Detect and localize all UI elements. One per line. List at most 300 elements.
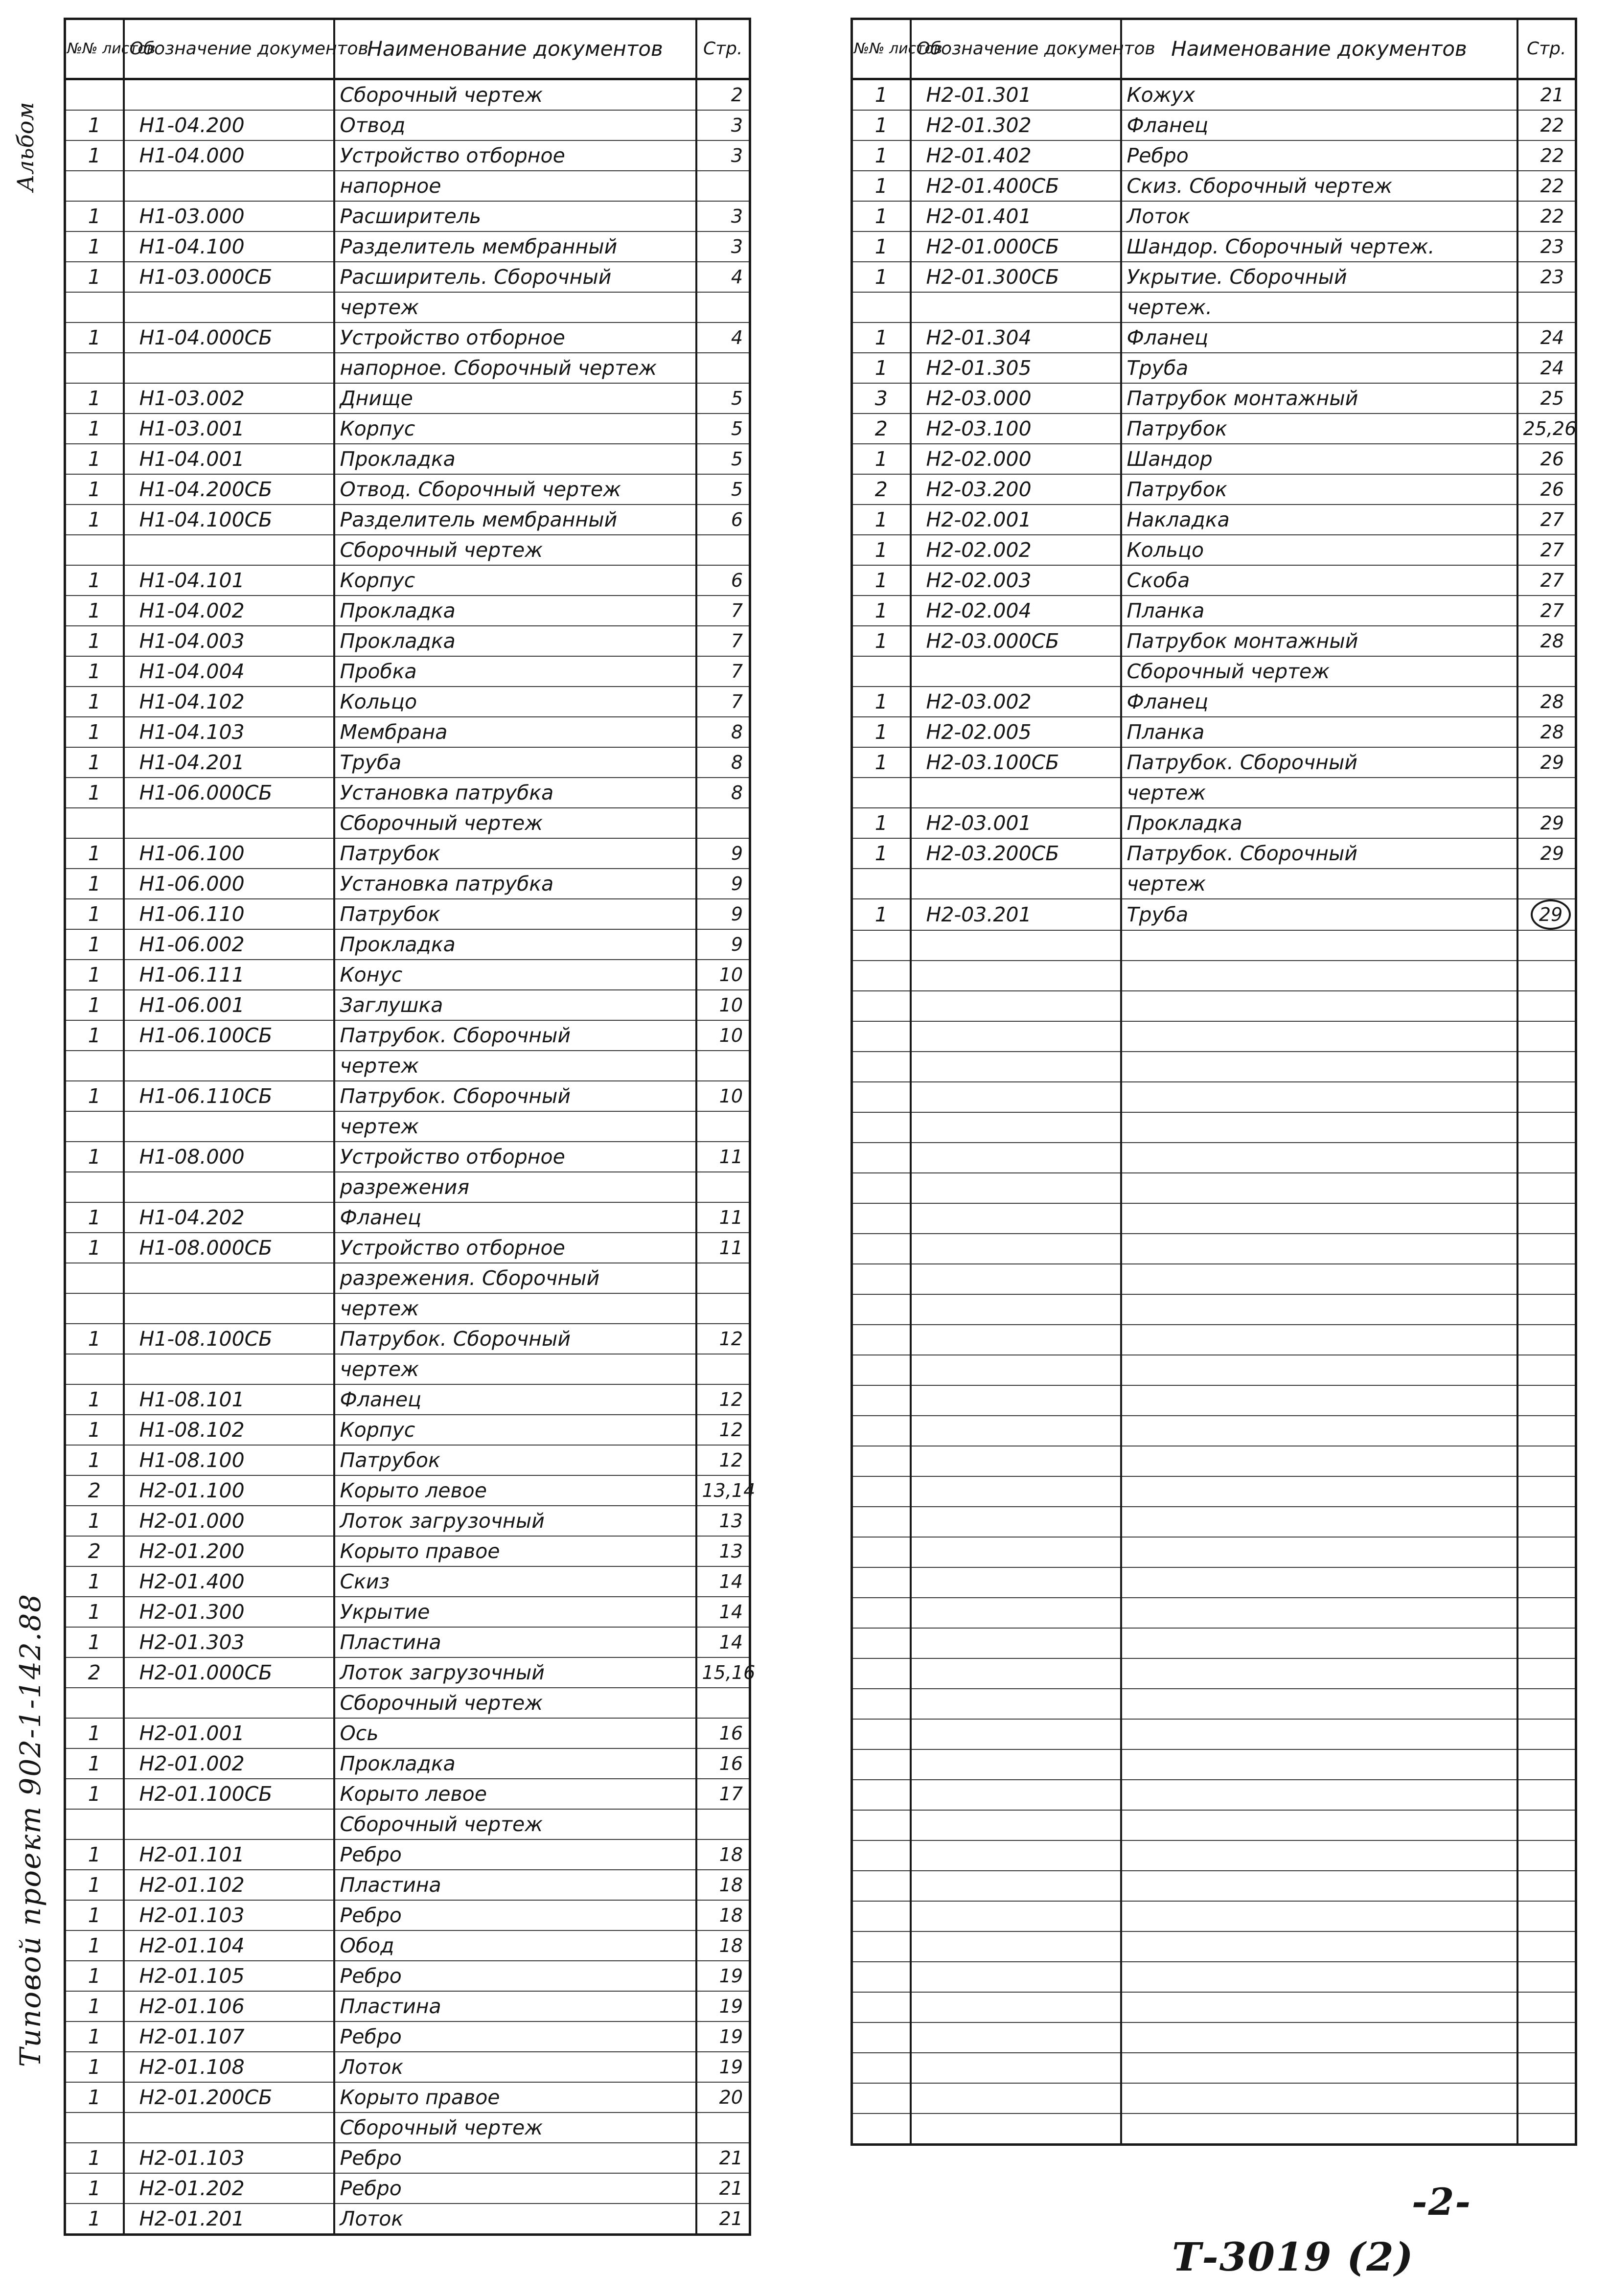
page-cell: 9 [696,929,750,960]
code-cell [911,1476,1121,1507]
sheets-cell: 1 [65,322,124,353]
code-cell [911,1143,1121,1173]
code-cell: Н2-01.100 [124,1475,334,1506]
name-cell: Труба [1121,899,1517,930]
sheets-cell [852,656,911,687]
sheets-cell: 1 [65,1142,124,1172]
page-cell: 28 [1517,626,1576,656]
name-cell: Планка [1121,717,1517,747]
sheets-cell [852,1567,911,1598]
page-cell [1517,1689,1576,1719]
code-cell: Н1-04.100 [124,231,334,262]
code-cell [911,1780,1121,1810]
code-cell [911,1416,1121,1446]
name-cell [1121,961,1517,991]
sheets-cell: 1 [852,110,911,140]
name-cell: Ребро [334,2021,696,2052]
name-cell: Прокладка [334,596,696,626]
sheets-cell [65,171,124,201]
page-cell [1517,1355,1576,1385]
code-cell: Н1-06.000СБ [124,778,334,808]
empty-row [852,1931,1576,1962]
page-cell [1517,1021,1576,1052]
table-row [65,2021,750,2052]
page-cell [1517,1234,1576,1264]
name-cell [1121,1294,1517,1325]
empty-row [852,1325,1576,1355]
code-cell [124,1111,334,1142]
name-cell: Патрубок монтажный [1121,626,1517,656]
name-cell [1121,1446,1517,1476]
table-row [65,687,750,717]
code-cell [911,1962,1121,1992]
name-cell: Прокладка [334,444,696,474]
page-cell: 22 [1517,110,1576,140]
sheets-cell [852,1749,911,1780]
page-cell [1517,1901,1576,1931]
name-cell [1121,2053,1517,2083]
name-cell [1121,1901,1517,1931]
table-row [65,2204,750,2235]
table-row [65,1051,750,1081]
page-cell: 7 [696,626,750,656]
empty-row [852,1567,1576,1598]
code-cell [124,1293,334,1324]
code-cell [911,2113,1121,2145]
name-cell: Пробка [334,656,696,687]
code-cell: Н1-04.000СБ [124,322,334,353]
name-cell [1121,1689,1517,1719]
name-cell: Устройство отборное [334,1233,696,1263]
code-cell: Н1-04.003 [124,626,334,656]
name-cell: Патрубок [334,838,696,869]
code-cell: Н1-04.000 [124,140,334,171]
page-cell [696,1111,750,1142]
code-cell: Н2-01.106 [124,1991,334,2021]
page-cell: 7 [696,596,750,626]
name-cell: Патрубок [334,899,696,929]
table-row [852,231,1576,262]
name-cell: Разделитель мембранный [334,231,696,262]
name-cell [1121,1749,1517,1780]
sheets-cell: 1 [852,565,911,596]
table-row [65,1202,750,1233]
empty-row [852,1871,1576,1901]
right-table-body [852,79,1576,2145]
sheets-cell: 1 [852,231,911,262]
table-row [852,201,1576,231]
sheets-cell: 1 [65,1597,124,1627]
name-cell: Лоток [334,2204,696,2235]
header-code: Обозначение документов [911,19,1121,79]
sheets-cell: 1 [65,717,124,747]
page-cell: 18 [696,1930,750,1961]
sheets-cell [852,1476,911,1507]
code-cell [911,1537,1121,1567]
page-cell [1517,1628,1576,1658]
name-cell: Пластина [334,1627,696,1657]
page-cell: 8 [696,778,750,808]
page-cell: 10 [696,990,750,1020]
name-cell: Патрубок [1121,413,1517,444]
table-row [65,990,750,1020]
name-cell: Ребро [334,2173,696,2204]
page-cell: 20 [696,2082,750,2112]
table-row [65,1748,750,1779]
name-cell: Патрубок. Сборочный [1121,747,1517,778]
table-row [65,596,750,626]
table-row [852,656,1576,687]
sheets-cell [65,292,124,322]
name-cell: Сборочный чертеж [334,2112,696,2143]
code-cell: Н1-08.000СБ [124,1233,334,1263]
code-cell [911,292,1121,322]
sheets-cell: 1 [852,717,911,747]
table-row [65,1779,750,1809]
sheets-cell: 1 [852,535,911,565]
code-cell: Н2-01.400СБ [911,171,1121,201]
code-cell [911,1598,1121,1628]
table-row [65,2143,750,2173]
sheets-cell [852,1355,911,1385]
documents-table-right [850,18,1577,2146]
name-cell: Накладка [1121,505,1517,535]
empty-row [852,1992,1576,2022]
name-cell: Скоба [1121,565,1517,596]
name-cell: Установка патрубка [334,778,696,808]
sheets-cell: 1 [65,1566,124,1597]
sheets-cell [65,353,124,383]
sheets-cell: 1 [852,747,911,778]
table-row [852,413,1576,444]
page-cell: 12 [696,1324,750,1354]
page-cell [1517,1325,1576,1355]
name-cell: Фланец [334,1384,696,1415]
page-cell: 23 [1517,262,1576,292]
sheets-cell [852,869,911,899]
table-row [65,929,750,960]
name-cell: Лоток [334,2052,696,2082]
name-cell: чертеж [334,292,696,322]
table-row [65,1020,750,1051]
page-cell: 22 [1517,171,1576,201]
sheets-cell: 1 [852,626,911,656]
name-cell: Мембрана [334,717,696,747]
page-cell [1517,1537,1576,1567]
page-cell: 16 [696,1748,750,1779]
table-row [65,1384,750,1415]
page-cell [1517,1173,1576,1203]
code-cell: Н1-06.111 [124,960,334,990]
page-cell [1517,1294,1576,1325]
sheets-cell: 1 [65,231,124,262]
sheets-cell [852,961,911,991]
name-cell [1121,1234,1517,1264]
page-cell: 3 [696,110,750,140]
code-cell: Н2-01.100СБ [124,1779,334,1809]
code-cell: Н2-01.000 [124,1506,334,1536]
page-cell: 12 [696,1415,750,1445]
code-cell: Н2-02.000 [911,444,1121,474]
name-cell: Кожух [1121,79,1517,111]
empty-row [852,1143,1576,1173]
empty-row [852,1264,1576,1294]
name-cell: Конус [334,960,696,990]
page-cell: 26 [1517,474,1576,505]
code-cell [911,1658,1121,1689]
empty-row [852,1112,1576,1143]
name-cell: Устройство отборное [334,140,696,171]
name-cell: Лоток загрузочный [334,1506,696,1536]
page-cell [696,808,750,838]
code-cell [124,1263,334,1293]
table-row [852,383,1576,413]
empty-row [852,1203,1576,1234]
code-cell [911,778,1121,808]
empty-row [852,1021,1576,1052]
page-cell: 16 [696,1718,750,1748]
sheets-cell: 1 [65,2143,124,2173]
code-cell [911,1840,1121,1871]
table-row [65,1839,750,1870]
sheets-cell [852,991,911,1021]
code-cell: Н2-01.201 [124,2204,334,2235]
code-cell [124,1051,334,1081]
sheets-cell: 1 [852,322,911,353]
sheets-cell [852,1052,911,1082]
page-cell [1517,2022,1576,2053]
sheets-cell [852,2022,911,2053]
empty-row [852,961,1576,991]
code-cell: Н2-01.000СБ [124,1657,334,1688]
sheets-cell [65,1172,124,1202]
code-cell [911,1749,1121,1780]
name-cell: Разделитель мембранный [334,505,696,535]
page-cell: 23 [1517,231,1576,262]
code-cell: Н2-01.001 [124,1718,334,1748]
table-row [65,1172,750,1202]
page-cell: 21 [696,2173,750,2204]
name-cell: Шандор. Сборочный чертеж. [1121,231,1517,262]
empty-row [852,1749,1576,1780]
sheets-cell [852,1931,911,1962]
table-row [65,656,750,687]
code-cell: Н2-02.004 [911,596,1121,626]
code-cell: Н1-08.100 [124,1445,334,1475]
table-row [65,838,750,869]
sheets-cell: 1 [65,1445,124,1475]
table-row [65,565,750,596]
name-cell [1121,1840,1517,1871]
code-cell [911,1112,1121,1143]
page-cell [1517,1810,1576,1840]
sheets-cell [65,1354,124,1384]
sheets-cell: 1 [65,596,124,626]
empty-row [852,1658,1576,1689]
code-cell: Н2-02.005 [911,717,1121,747]
table-row [65,1991,750,2021]
sheets-cell: 2 [852,474,911,505]
sheets-cell: 1 [65,1718,124,1748]
page-cell [696,535,750,565]
name-cell [1121,1355,1517,1385]
table-row [852,292,1576,322]
name-cell: Днище [334,383,696,413]
code-cell: Н1-04.200 [124,110,334,140]
sheets-cell [852,1082,911,1112]
name-cell: напорное. Сборочный чертеж [334,353,696,383]
table-row [65,1930,750,1961]
header-name: Наименование документов [334,19,696,79]
code-cell [911,1628,1121,1658]
sheets-cell [852,2113,911,2145]
table-row [65,444,750,474]
code-cell: Н1-04.102 [124,687,334,717]
code-cell: Н2-03.000СБ [911,626,1121,656]
page-cell: 28 [1517,687,1576,717]
table-row [65,383,750,413]
table-row [65,1445,750,1475]
code-cell [911,2083,1121,2113]
empty-row [852,1234,1576,1264]
code-cell [911,1082,1121,1112]
page-cell [1517,656,1576,687]
name-cell: Пластина [334,1991,696,2021]
sheets-cell: 1 [852,79,911,111]
sheets-cell: 1 [65,413,124,444]
table-row [65,262,750,292]
name-cell: Сборочный чертеж [334,1688,696,1718]
code-cell: Н1-06.100СБ [124,1020,334,1051]
page-cell: 10 [696,960,750,990]
page-cell [696,2112,750,2143]
name-cell: Труба [334,747,696,778]
empty-row [852,1355,1576,1385]
code-cell: Н2-03.002 [911,687,1121,717]
name-cell: Патрубок. Сборочный [1121,838,1517,869]
code-cell [124,1809,334,1839]
code-cell [911,1021,1121,1052]
sheets-cell [852,1810,911,1840]
empty-row [852,1840,1576,1871]
code-cell [124,1172,334,1202]
code-cell [911,930,1121,961]
code-cell: Н2-01.400 [124,1566,334,1597]
code-cell: Н1-08.102 [124,1415,334,1445]
name-cell [1121,1416,1517,1446]
name-cell: Прокладка [334,1748,696,1779]
name-cell [1121,1931,1517,1962]
sheets-cell: 1 [65,2052,124,2082]
name-cell: Ребро [334,1900,696,1930]
name-cell: Патрубок. Сборочный [334,1081,696,1111]
table-row [65,899,750,929]
page-cell [696,292,750,322]
page-cell: 19 [696,2052,750,2082]
page-cell [696,353,750,383]
code-cell: Н1-04.100СБ [124,505,334,535]
sheets-cell: 1 [65,778,124,808]
header-row [852,19,1576,79]
sheets-cell [852,1719,911,1749]
page-cell: 28 [1517,717,1576,747]
page-cell [696,1688,750,1718]
name-cell: Кольцо [1121,535,1517,565]
sheets-cell: 1 [852,262,911,292]
name-cell: Кольцо [334,687,696,717]
page-cell [1517,1567,1576,1598]
page-cell: 22 [1517,140,1576,171]
name-cell [1121,1385,1517,1416]
page-cell: 8 [696,717,750,747]
empty-row [852,1537,1576,1567]
sheets-cell [65,1293,124,1324]
sheets-cell: 1 [65,2204,124,2235]
page-cell: 3 [696,140,750,171]
sheets-cell [852,778,911,808]
code-cell: Н2-01.302 [911,110,1121,140]
sheets-cell: 2 [852,413,911,444]
name-cell: Укрытие. Сборочный [1121,262,1517,292]
page-cell: 26 [1517,444,1576,474]
name-cell [1121,1992,1517,2022]
sheets-cell: 1 [852,171,911,201]
sheets-cell [852,1780,911,1810]
name-cell: Фланец [334,1202,696,1233]
name-cell: Скиз. Сборочный чертеж [1121,171,1517,201]
code-cell [124,292,334,322]
code-cell: Н1-04.002 [124,596,334,626]
code-cell: Н2-02.001 [911,505,1121,535]
table-row [65,1718,750,1748]
code-cell: Н2-02.002 [911,535,1121,565]
page-cell: 18 [696,1870,750,1900]
sheets-cell: 1 [65,1870,124,1900]
document-code-stamp: Т-3019 (2) [1172,2234,1414,2280]
name-cell: чертеж. [1121,292,1517,322]
page-cell: 13,14 [696,1475,750,1506]
sheets-cell: 1 [65,565,124,596]
code-cell: Н2-01.101 [124,1839,334,1870]
sheets-cell: 1 [65,747,124,778]
documents-table-left [64,18,756,2236]
sheets-cell [852,1021,911,1052]
page-cell: 13 [696,1506,750,1536]
table-row [65,1597,750,1627]
page-cell: 4 [696,322,750,353]
name-cell: Обод [334,1930,696,1961]
code-cell [911,1294,1121,1325]
page-cell: 21 [696,2204,750,2235]
table-row [65,1324,750,1354]
sheets-cell: 1 [65,1415,124,1445]
code-cell [911,991,1121,1021]
name-cell: Патрубок монтажный [1121,383,1517,413]
sheets-cell [852,1173,911,1203]
empty-row [852,1446,1576,1476]
empty-row [852,2022,1576,2053]
page-cell: 14 [696,1566,750,1597]
code-cell: Н1-06.110 [124,899,334,929]
name-cell: Лоток [1121,201,1517,231]
code-cell: Н2-01.105 [124,1961,334,1991]
page-cell [1517,1385,1576,1416]
table-row [65,322,750,353]
sheets-cell [65,1051,124,1081]
sheets-cell: 1 [65,899,124,929]
page-cell: 25 [1517,383,1576,413]
table-row [852,505,1576,535]
